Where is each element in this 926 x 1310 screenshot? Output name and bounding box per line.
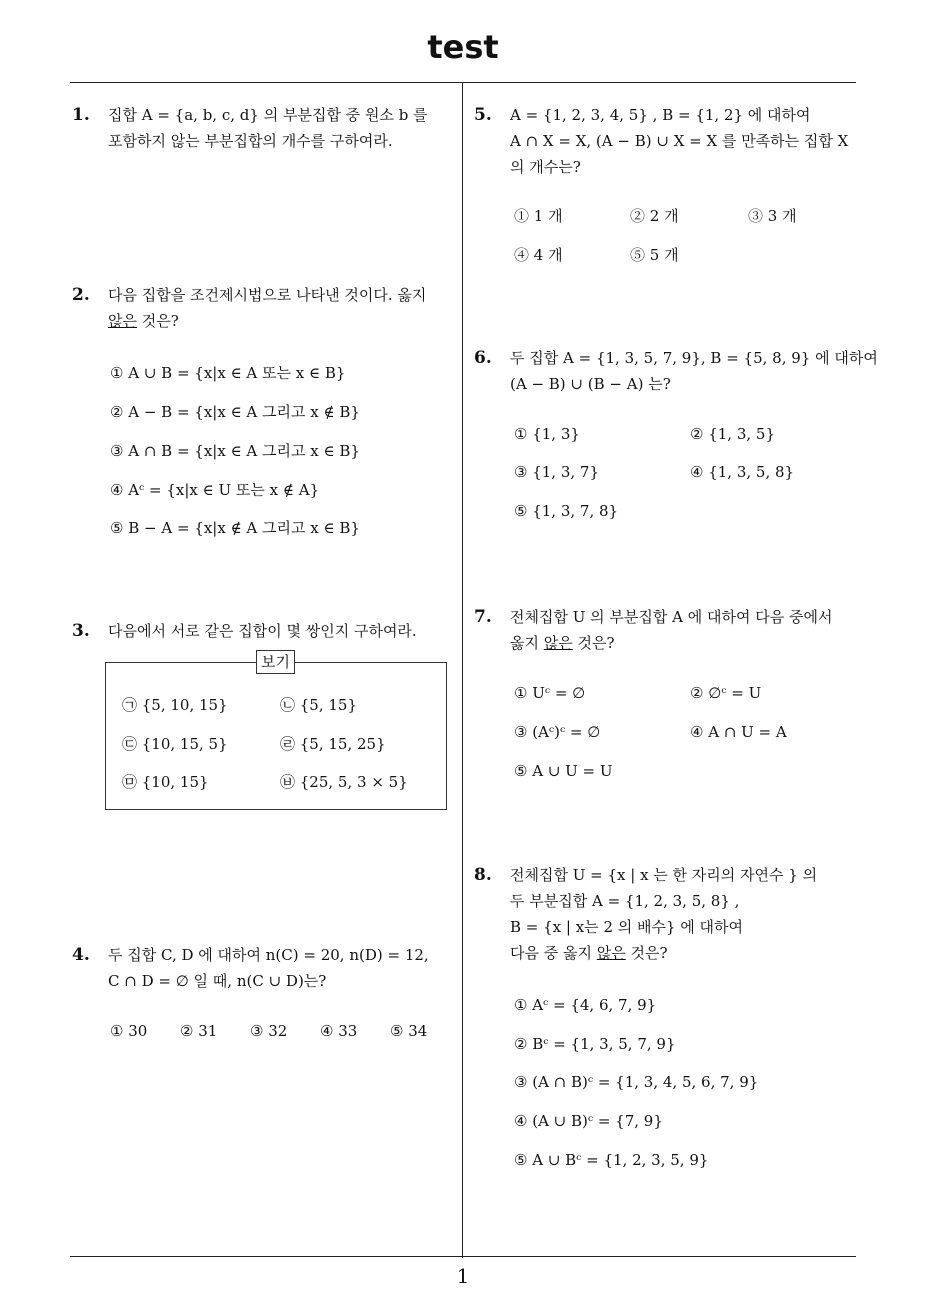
answer-option[interactable]: ⑤ 34: [390, 1022, 428, 1040]
question-text: 다음 중 옳지: [510, 944, 597, 962]
question-text-line: 두 집합 A = {1, 3, 5, 7, 9}, B = {5, 8, 9} 에 대하여: [510, 349, 878, 367]
question-text: 것은?: [572, 634, 615, 652]
question-text: 것은?: [625, 944, 668, 962]
answer-option[interactable]: ④ 4 개: [514, 246, 563, 264]
bogi-item: ㉣ {5, 15, 25}: [280, 735, 386, 753]
bottom-rule: [70, 1256, 856, 1257]
answer-option[interactable]: ③ (Aᶜ)ᶜ = ∅: [514, 723, 601, 741]
bogi-item: ㉤ {10, 15}: [122, 773, 209, 791]
answer-option[interactable]: ① 30: [110, 1022, 148, 1040]
bogi-item: ㉠ {5, 10, 15}: [122, 696, 228, 714]
answer-option[interactable]: ③ (A ∩ B)ᶜ = {1, 3, 4, 5, 6, 7, 9}: [514, 1073, 759, 1091]
bogi-label: 보기: [256, 650, 295, 674]
answer-option[interactable]: ④ A ∩ U = A: [690, 723, 787, 741]
column-divider: [462, 82, 463, 1258]
question-number: 1.: [72, 105, 90, 125]
answer-option[interactable]: ① Aᶜ = {4, 6, 7, 9}: [514, 996, 657, 1014]
bogi-item: ㉥ {25, 5, 3 × 5}: [280, 773, 408, 791]
answer-option[interactable]: ③ A ∩ B = {x|x ∈ A 그리고 x ∈ B}: [110, 442, 360, 460]
answer-option[interactable]: ⑤ B − A = {x|x ∉ A 그리고 x ∈ B}: [110, 519, 360, 537]
answer-option[interactable]: ⑤ 5 개: [630, 246, 679, 264]
page-number: 1: [456, 1264, 470, 1288]
page-title: test: [427, 28, 499, 66]
answer-option[interactable]: ① 1 개: [514, 207, 563, 225]
question-number: 4.: [72, 945, 90, 965]
underlined-text: 않은: [543, 634, 573, 652]
answer-option[interactable]: ② 2 개: [630, 207, 679, 225]
answer-option[interactable]: ① {1, 3}: [514, 425, 580, 443]
answer-option[interactable]: ④ Aᶜ = {x|x ∈ U 또는 x ∉ A}: [110, 481, 320, 499]
question-text-line: A = {1, 2, 3, 4, 5} , B = {1, 2} 에 대하여: [510, 106, 811, 124]
question-text-line: [108, 308, 452, 334]
question-number: 8.: [474, 865, 492, 885]
question-3: [72, 618, 452, 644]
question-text-line: B = {x | x는 2 의 배수} 에 대하여: [510, 918, 744, 936]
question-number: 6.: [474, 348, 492, 368]
answer-option[interactable]: ④ {1, 3, 5, 8}: [690, 463, 795, 481]
question-text: 것은?: [136, 312, 179, 330]
question-text-line: 집합 A = {a, b, c, d} 의 부분집합 중 원소 b 를: [108, 106, 428, 124]
question-7: [474, 604, 854, 656]
answer-option[interactable]: ① A ∪ B = {x|x ∈ A 또는 x ∈ B}: [110, 364, 346, 382]
question-text-line: 두 부분집합 A = {1, 2, 3, 5, 8} ,: [510, 892, 740, 910]
underlined-text: 않은: [108, 312, 137, 330]
answer-option[interactable]: ④ (A ∪ B)ᶜ = {7, 9}: [514, 1112, 663, 1130]
question-number: 7.: [474, 607, 492, 627]
question-text-line: [510, 940, 854, 966]
question-text-line: A ∩ X = X, (A − B) ∪ X = X 를 만족하는 집합 X: [510, 132, 849, 150]
question-text-line: 의 개수는?: [510, 158, 581, 176]
question-number: 2.: [72, 285, 90, 305]
question-2: [72, 282, 452, 334]
question-5: [474, 102, 854, 180]
answer-option[interactable]: ② Bᶜ = {1, 3, 5, 7, 9}: [514, 1035, 676, 1053]
answer-option[interactable]: ② 31: [180, 1022, 218, 1040]
question-text-line: 포함하지 않는 부분집합의 개수를 구하여라.: [108, 132, 393, 150]
answer-option[interactable]: ② A − B = {x|x ∈ A 그리고 x ∉ B}: [110, 403, 360, 421]
top-rule: [70, 82, 856, 83]
question-1: [72, 102, 452, 154]
question-text-line: (A − B) ∪ (B − A) 는?: [510, 375, 671, 393]
answer-option[interactable]: ③ 32: [250, 1022, 288, 1040]
bogi-item: ㉢ {10, 15, 5}: [122, 735, 228, 753]
question-text-line: 다음에서 서로 같은 집합이 몇 쌍인지 구하여라.: [108, 622, 417, 640]
answer-option[interactable]: ② {1, 3, 5}: [690, 425, 776, 443]
answer-option[interactable]: ④ 33: [320, 1022, 358, 1040]
answer-option[interactable]: ⑤ {1, 3, 7, 8}: [514, 502, 619, 520]
question-text: 옳지: [510, 634, 544, 652]
question-8: [474, 862, 854, 966]
answer-option[interactable]: ③ 3 개: [748, 207, 797, 225]
question-number: 3.: [72, 621, 90, 641]
question-text-line: 전체집합 U 의 부분집합 A 에 대하여 다음 중에서: [510, 608, 833, 626]
answer-option[interactable]: ⑤ A ∪ Bᶜ = {1, 2, 3, 5, 9}: [514, 1151, 709, 1169]
question-text-line: C ∩ D = ∅ 일 때, n(C ∪ D)는?: [108, 972, 327, 990]
underlined-text: 않은: [596, 944, 626, 962]
question-4: [72, 942, 452, 994]
question-text-line: 다음 집합을 조건제시법으로 나타낸 것이다. 옳지: [108, 286, 427, 304]
bogi-item: ㉡ {5, 15}: [280, 696, 358, 714]
answer-option[interactable]: ⑤ A ∪ U = U: [514, 762, 613, 780]
answer-option[interactable]: ③ {1, 3, 7}: [514, 463, 600, 481]
question-text-line: 전체집합 U = {x | x 는 한 자리의 자연수 } 의: [510, 866, 818, 884]
answer-option[interactable]: ② ∅ᶜ = U: [690, 684, 762, 702]
answer-option[interactable]: ① Uᶜ = ∅: [514, 684, 586, 702]
question-number: 5.: [474, 105, 492, 125]
question-6: [474, 345, 878, 397]
question-text-line: 두 집합 C, D 에 대하여 n(C) = 20, n(D) = 12,: [108, 946, 429, 964]
question-text-line: [510, 630, 854, 656]
